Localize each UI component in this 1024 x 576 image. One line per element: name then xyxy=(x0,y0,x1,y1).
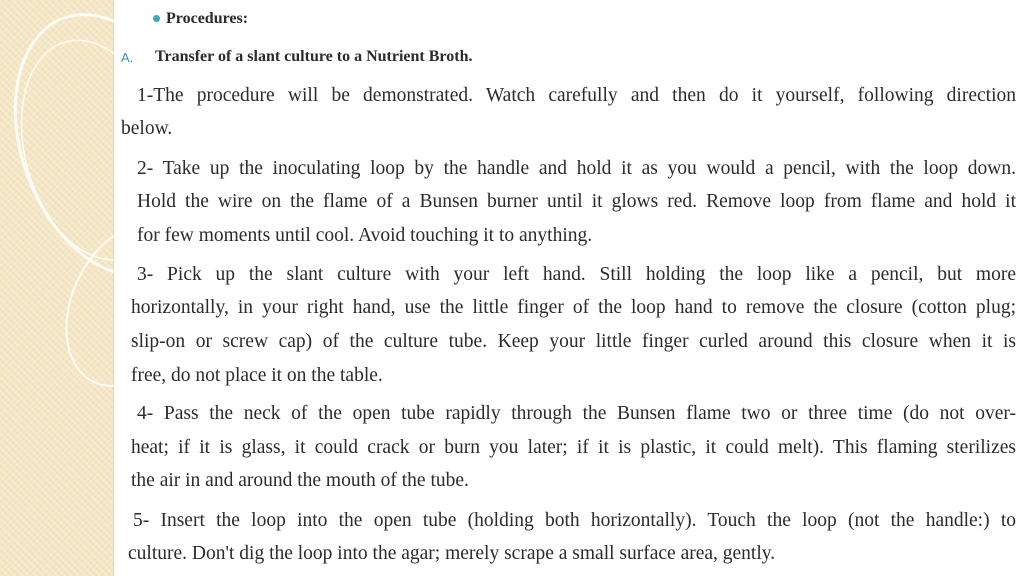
step-2-line-1: 2- Take up the inoculating loop by the handle and hold it as you would a pencil, with the loop down. xyxy=(137,158,1016,179)
step-2-line-2: Hold the wire on the flame of a Bunsen burner until it glows red. Remove loop from flame and hold it xyxy=(137,191,1016,212)
bullet-dot-icon xyxy=(153,15,160,22)
section-letter: A. xyxy=(121,50,134,65)
step-4-line-3: the air in and around the mouth of the tube. xyxy=(131,470,469,491)
step-3-line-4: free, do not place it on the table. xyxy=(131,365,383,386)
step-1-line-2: below. xyxy=(121,118,173,139)
step-4-line-1: 4- Pass the neck of the open tube rapidly through the Bunsen flame two or three time (do not over- xyxy=(137,403,1016,424)
step-4-line-2: heat; if it is glass, it could crack or burn you later; if it is plastic, it could melt). This flaming sterilizes xyxy=(131,437,1016,458)
step-3-line-1: 3- Pick up the slant culture with your left hand. Still holding the loop like a pencil, but more xyxy=(137,264,1016,285)
step-3-line-3: slip-on or screw cap) of the culture tube. Keep your little finger curled around this closure when it is xyxy=(131,331,1016,352)
procedures-heading: Procedures: xyxy=(166,10,249,27)
step-3-line-2: horizontally, in your right hand, use the little finger of the loop hand to remove the closure (cotton plug; xyxy=(131,297,1016,318)
section-title: Transfer of a slant culture to a Nutrient Broth. xyxy=(155,48,473,65)
step-5-line-1: 5- Insert the loop into the open tube (holding both horizontally). Touch the loop (not the handle:) to xyxy=(133,510,1016,531)
step-2-line-3: for few moments until cool. Avoid touching it to anything. xyxy=(137,225,593,246)
step-1-line-1: 1-The procedure will be demonstrated. Watch carefully and then do it yourself, following direction xyxy=(137,85,1016,106)
step-5-line-2: culture. Don't dig the loop into the agar; merely scrape a small surface area, gently. xyxy=(128,543,776,564)
